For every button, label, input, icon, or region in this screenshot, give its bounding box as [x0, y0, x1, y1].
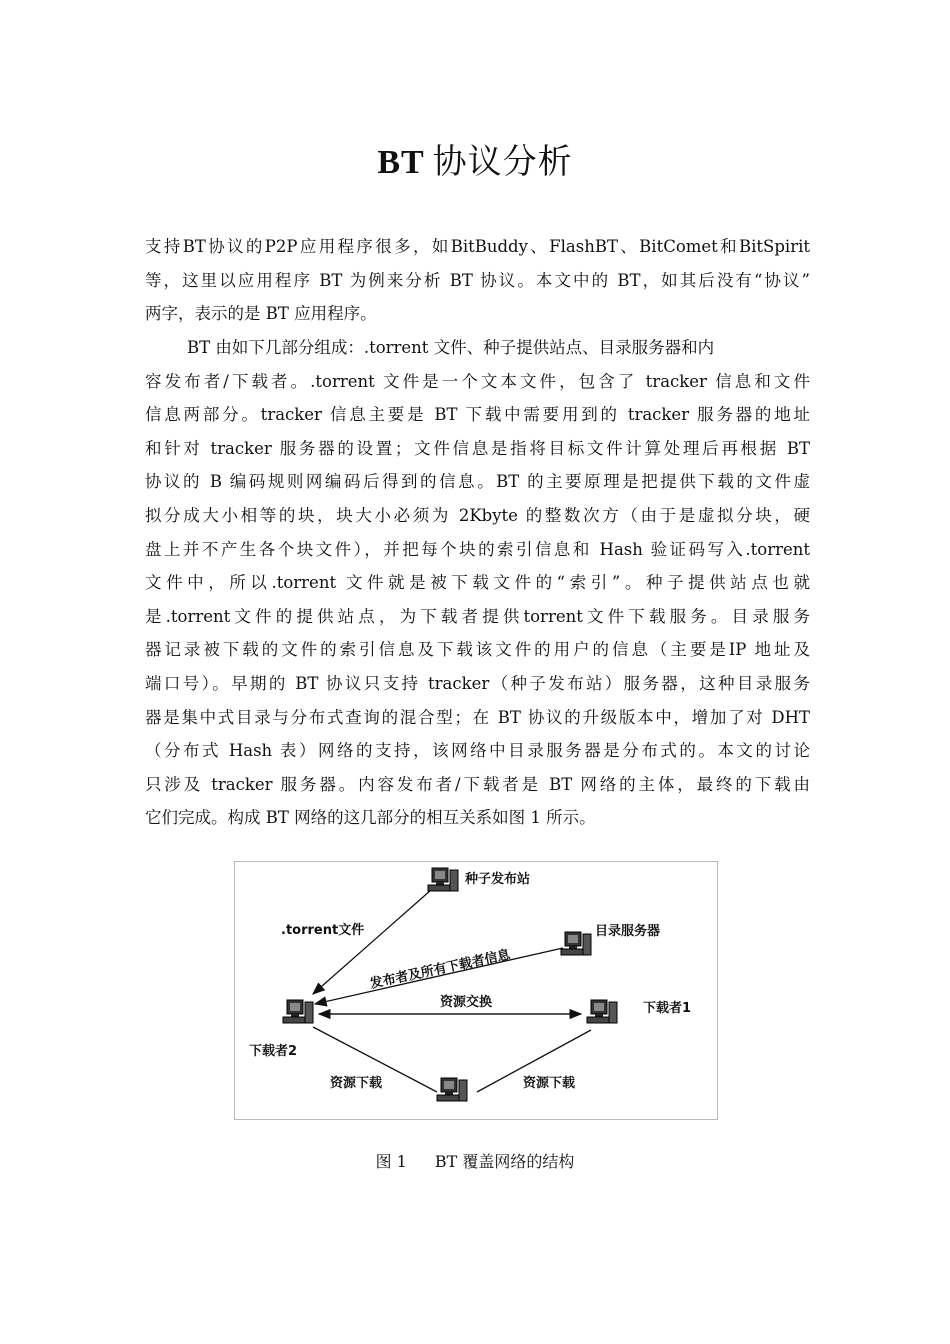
- resource-exchange-label: 资源交换: [440, 995, 493, 1010]
- directory-server-computer-icon: [561, 932, 591, 955]
- paragraph-2-line: 和针对 tracker 服务器的设置；文件信息是指将目标文件计算处理后再根据 BT: [145, 438, 810, 458]
- paragraph-2-line: 信息两部分。tracker 信息主要是 BT 下载中需要用到的 tracker 服务器的地址: [145, 405, 810, 425]
- paragraph-1: [145, 230, 810, 331]
- paragraph-2-line: 拟分成大小相等的块，块大小必须为 2Kbyte 的整数次方（由于是虚拟分块，硬: [145, 505, 810, 525]
- paragraph-2-line: 是.torrent文件的提供站点，为下载者提供torrent文件下载服务。目录服务: [145, 606, 810, 626]
- diagram-svg: [235, 862, 717, 1119]
- peer-computer-icon: [437, 1078, 467, 1101]
- paragraph-2-line: 容发布者/下载者。.torrent 文件是一个文本文件，包含了 tracker 信息和文件: [145, 371, 810, 391]
- downloader2-label: 下载者2: [249, 1044, 298, 1059]
- paragraph-2-line: 文件中，所以.torrent 文件就是被下载文件的“索引”。种子提供站点也就: [145, 573, 810, 593]
- downloader2-computer-icon: [283, 1000, 313, 1023]
- figure-caption-text: BT 覆盖网络的结构: [434, 1152, 575, 1171]
- paragraph-2-line: BT 由如下几部分组成：.torrent 文件、种子提供站点、目录服务器和内: [145, 338, 715, 357]
- paragraph-2: [145, 331, 810, 835]
- document-title: [0, 134, 950, 183]
- directory-server-label: 目录服务器: [595, 924, 661, 939]
- seed-site-computer-icon: [428, 868, 458, 891]
- torrent-file-label: .torrent文件: [281, 923, 365, 938]
- figure-caption: [0, 1149, 950, 1172]
- figure-number: 图 1: [375, 1152, 407, 1171]
- bt-network-diagram: [234, 861, 718, 1120]
- resource-download-right-label: 资源下载: [523, 1076, 576, 1091]
- title-rest: 协议分析: [432, 142, 573, 182]
- downloader1-label: 下载者1: [643, 1001, 692, 1016]
- paragraph-2-line: 它们完成。构成 BT 网络的这几部分的相互关系如图 1 所示。: [145, 808, 596, 828]
- resource-download-left-label: 资源下载: [330, 1076, 383, 1091]
- paragraph-2-line: 端口号）。早期的 BT 协议只支持 tracker（种子发布站）服务器，这种目录服务: [145, 673, 810, 693]
- paragraph-2-line: 器是集中式目录与分布式查询的混合型；在 BT 协议的升级版本中，增加了对 DHT: [145, 707, 810, 727]
- paragraph-2-line: （分布式 Hash 表）网络的支持，该网络中目录服务器是分布式的。本文的讨论: [145, 741, 810, 761]
- title-bold: BT: [377, 144, 425, 181]
- downloader1-computer-icon: [587, 1000, 617, 1023]
- paragraph-1-line: 等，这里以应用程序 BT 为例来分析 BT 协议。本文中的 BT，如其后没有“协议”: [145, 270, 810, 290]
- paragraph-2-line: 器记录被下载的文件的索引信息及下载该文件的用户的信息（主要是IP 地址及: [145, 640, 810, 660]
- paragraph-2-line: 盘上并不产生各个块文件），并把每个块的索引信息和 Hash 验证码写入.torrent: [145, 539, 810, 559]
- paragraph-1-line: 两字，表示的是 BT 应用程序。: [145, 304, 377, 324]
- paragraph-2-line: 协议的 B 编码规则网编码后得到的信息。BT 的主要原理是把提供下载的文件虚: [145, 472, 810, 492]
- seed-site-label: 种子发布站: [465, 872, 531, 887]
- paragraph-1-line: 支持BT协议的P2P应用程序很多，如BitBuddy、FlashBT、BitComet和BitSpirit: [145, 237, 810, 256]
- publisher-info-label: 发布者及所有下载者信息: [368, 947, 512, 992]
- paragraph-2-line: 只涉及 tracker 服务器。内容发布者/下载者是 BT 网络的主体，最终的下载由: [145, 774, 810, 794]
